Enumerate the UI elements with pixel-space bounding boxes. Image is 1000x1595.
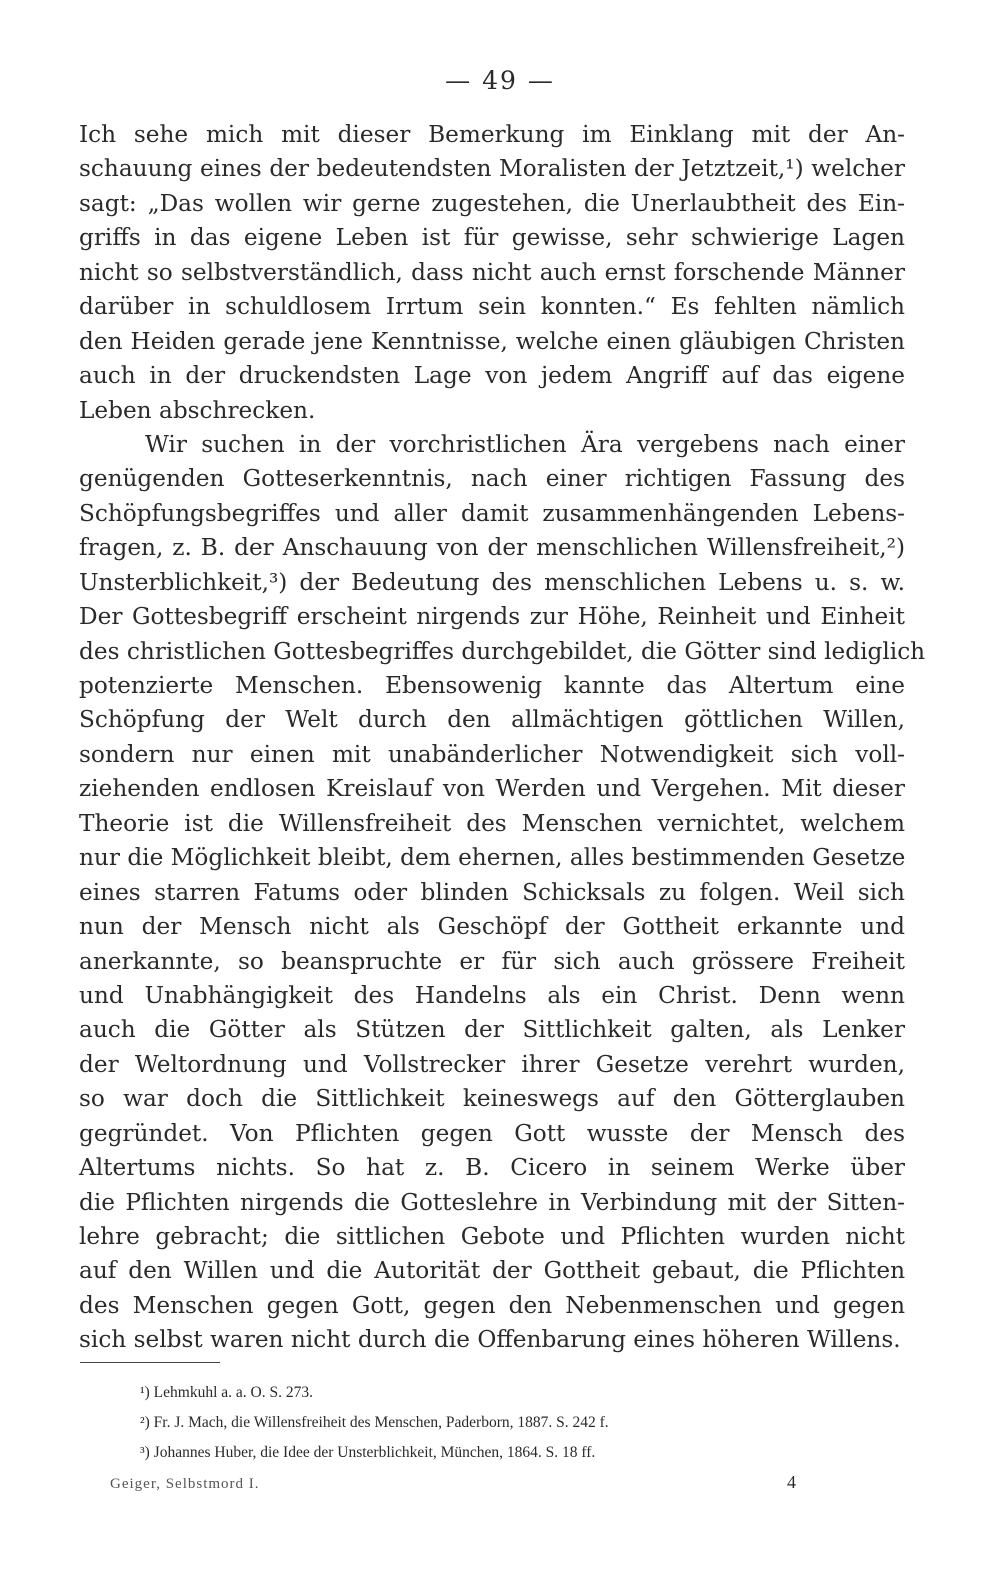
text-line: nicht so selbstverständlich, dass nicht auch ernst forschende Männer (79, 258, 905, 286)
text-line: sondern nur einen mit unabänderlicher Notwendigkeit sich voll- (79, 740, 905, 768)
text-line: der Weltordnung und Vollstrecker ihrer Gesetze verehrt wurden, (79, 1050, 905, 1078)
text-line: Ich sehe mich mit dieser Bemerkung im Einklang mit der An- (79, 121, 905, 148)
text-line: auf den Willen und die Autorität der Gottheit gebaut, die Pflichten (79, 1257, 905, 1285)
text-line: auch in der druckendsten Lage von jedem Angriff auf das eigene (79, 362, 905, 390)
footnote: ²) Fr. J. Mach, die Willensfreiheit des Menschen, Paderborn, 1887. S. 242 f. (140, 1414, 609, 1431)
text-line: genügenden Gotteserkenntnis, nach einer richtigen Fassung des (79, 465, 905, 493)
text-line: potenzierte Menschen. Ebensowenig kannte das Altertum eine (79, 672, 905, 699)
page-number: — 49 — (445, 66, 555, 95)
footnote-divider (80, 1362, 220, 1363)
text-line: Unsterblichkeit,³) der Bedeutung des menschlichen Lebens u. s. w. (79, 568, 905, 596)
text-line: Der Gottesbegriff erscheint nirgends zur Höhe, Reinheit und Einheit (79, 603, 905, 631)
text-line: nun der Mensch nicht als Geschöpf der Gottheit erkannte und (79, 913, 905, 941)
text-line: Wir suchen in der vorchristlichen Ära vergebens nach einer (145, 430, 905, 458)
text-line: nur die Möglichkeit bleibt, dem ehernen, alles bestimmenden Gesetze (79, 844, 906, 872)
footnote: ¹) Lehmkuhl a. a. O. S. 273. (140, 1384, 313, 1401)
text-line: Schöpfung der Welt durch den allmächtigen göttlichen Willen, (79, 706, 905, 734)
text-line: lehre gebracht; die sittlichen Gebote und Pflichten wurden nicht (79, 1223, 905, 1250)
sheet-number: 4 (787, 1472, 796, 1492)
text-line: gegründet. Von Pflichten gegen Gott wusste der Mensch des (79, 1119, 905, 1147)
text-line: und Unabhängigkeit des Handelns als ein Christ. Denn wenn (79, 981, 905, 1009)
text-line: den Heiden gerade jene Kenntnisse, welche einen gläubigen Christen (79, 327, 905, 355)
body-text (79, 118, 926, 1358)
text-line: Leben abschrecken. (79, 396, 316, 424)
text-line: des christlichen Gottesbegriffes durchgebildet, die Götter sind lediglich (79, 637, 926, 665)
text-line: Altertums nichts. So hat z. B. Cicero in seinem Werke über (79, 1154, 905, 1182)
text-line: fragen, z. B. der Anschauung von der menschlichen Willensfreiheit,²) (79, 534, 905, 562)
text-line: auch die Götter als Stützen der Sittlichkeit galten, als Lenker (79, 1016, 905, 1044)
footnotes (140, 1378, 900, 1468)
text-line: anerkannte, so beanspruchte er für sich auch grössere Freiheit (79, 947, 905, 975)
text-line: des Menschen gegen Gott, gegen den Nebenmenschen und gegen (79, 1291, 905, 1319)
text-line: so war doch die Sittlichkeit keineswegs auf den Götterglauben (79, 1085, 905, 1113)
text-line: griffs in das eigene Leben ist für gewisse, sehr schwierige Lagen (79, 224, 905, 252)
text-line: eines starren Fatums oder blinden Schicksals zu folgen. Weil sich (79, 878, 905, 906)
text-line: Schöpfungsbegriffes und aller damit zusammenhängenden Lebens- (79, 499, 905, 527)
text-line: Theorie ist die Willensfreiheit des Menschen vernichtet, welchem (79, 809, 905, 837)
text-line: sagt: „Das wollen wir gerne zugestehen, die Unerlaubtheit des Ein- (79, 189, 905, 217)
signature-mark: Geiger, Selbstmord I. (110, 1476, 260, 1492)
text-line: darüber in schuldlosem Irrtum sein konnten.“ Es fehlten nämlich (79, 293, 905, 321)
text-line: die Pflichten nirgends die Gotteslehre in Verbindung mit der Sitten- (79, 1188, 905, 1216)
text-line: schauung eines der bedeutendsten Moralisten der Jetztzeit,¹) welcher (79, 155, 905, 183)
text-line: sich selbst waren nicht durch die Offenbarung eines höheren Willens. (79, 1326, 901, 1354)
text-line: ziehenden endlosen Kreislauf von Werden und Vergehen. Mit dieser (79, 775, 905, 803)
footnote: ³) Johannes Huber, die Idee der Unsterblichkeit, München, 1864. S. 18 ff. (140, 1444, 596, 1461)
